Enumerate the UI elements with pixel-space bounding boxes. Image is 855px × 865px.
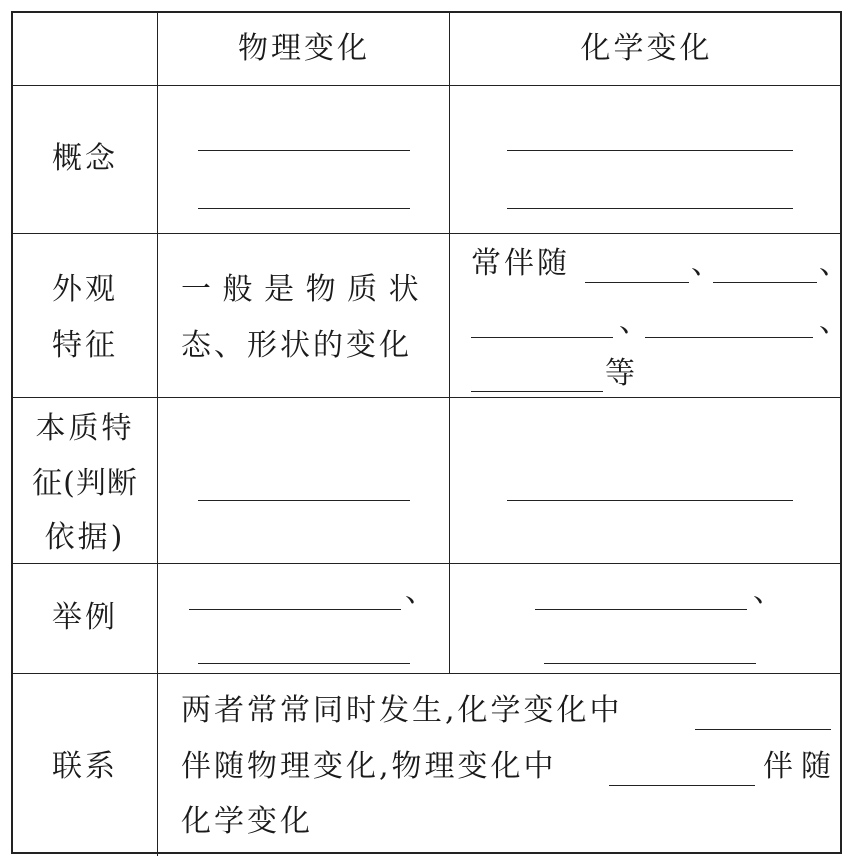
row-label-example: 举例 bbox=[52, 600, 118, 635]
row-divider bbox=[13, 233, 840, 234]
example-sep: 、 bbox=[405, 574, 438, 609]
appearance-physical-line1: 一 般 是 物 质 状 bbox=[181, 272, 420, 307]
essence-chemical-blank[interactable] bbox=[507, 500, 793, 501]
column-divider bbox=[157, 13, 158, 856]
row-label-concept: 概念 bbox=[52, 141, 118, 176]
example-sep: 、 bbox=[753, 574, 786, 609]
relation-line3: 化学变化 bbox=[181, 804, 313, 839]
header-chemical-change: 化学变化 bbox=[580, 31, 713, 66]
concept-chemical-blank-1[interactable] bbox=[507, 150, 793, 151]
example-physical-blank-1[interactable] bbox=[189, 609, 401, 610]
appearance-physical-line2: 态、形状的变化 bbox=[181, 328, 412, 363]
column-divider bbox=[449, 13, 450, 673]
row-label-essence-line3: 依据) bbox=[44, 520, 126, 555]
relation-line2-a: 伴随物理变化,物理变化中 bbox=[181, 749, 557, 784]
appearance-chemical-blank-1[interactable] bbox=[585, 282, 689, 283]
row-label-appearance-line2: 特征 bbox=[52, 328, 118, 363]
example-physical-blank-2[interactable] bbox=[198, 663, 410, 664]
concept-chemical-blank-2[interactable] bbox=[507, 208, 793, 209]
appearance-sep: 、 bbox=[819, 246, 852, 281]
row-label-relation: 联系 bbox=[52, 749, 118, 784]
relation-blank-2[interactable] bbox=[609, 785, 755, 786]
appearance-chemical-blank-2[interactable] bbox=[713, 282, 817, 283]
header-physical-change: 物理变化 bbox=[238, 31, 370, 66]
comparison-table bbox=[11, 11, 852, 854]
relation-line2-b: 伴随 bbox=[763, 749, 839, 784]
row-divider bbox=[13, 563, 840, 564]
appearance-sep: 、 bbox=[819, 304, 852, 339]
appearance-sep: 、 bbox=[691, 246, 724, 281]
example-chemical-blank-2[interactable] bbox=[544, 663, 756, 664]
row-divider bbox=[13, 673, 840, 674]
essence-physical-blank[interactable] bbox=[198, 500, 410, 501]
row-divider bbox=[13, 397, 840, 398]
appearance-chemical-suffix: 等 bbox=[605, 356, 638, 391]
relation-blank-1[interactable] bbox=[695, 729, 831, 730]
appearance-chemical-prefix: 常伴随 bbox=[471, 246, 570, 281]
concept-physical-blank-1[interactable] bbox=[198, 150, 410, 151]
row-label-essence-line1: 本质特 bbox=[35, 411, 135, 446]
row-label-essence-line2: 征(判断 bbox=[32, 466, 138, 501]
appearance-chemical-blank-5[interactable] bbox=[471, 391, 603, 392]
appearance-sep: 、 bbox=[619, 304, 652, 339]
appearance-chemical-blank-3[interactable] bbox=[471, 337, 613, 338]
relation-line1: 两者常常同时发生,化学变化中 bbox=[181, 693, 623, 728]
row-label-appearance-line1: 外观 bbox=[52, 272, 118, 307]
example-chemical-blank-1[interactable] bbox=[535, 609, 747, 610]
appearance-chemical-blank-4[interactable] bbox=[645, 337, 813, 338]
concept-physical-blank-2[interactable] bbox=[198, 208, 410, 209]
row-divider bbox=[13, 85, 840, 86]
